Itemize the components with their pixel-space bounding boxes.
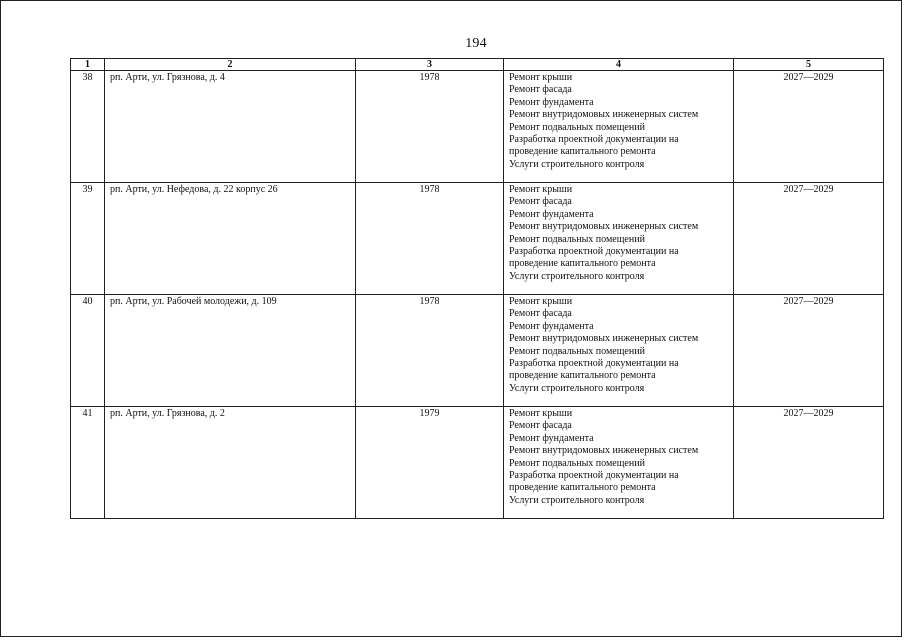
- building-address: рп. Арти, ул. Рабочей молодежи, д. 109: [105, 295, 356, 407]
- repair-schedule-table: [70, 58, 884, 519]
- row-number: 38: [71, 71, 105, 183]
- repair-period: 2027—2029: [734, 407, 884, 519]
- column-header: 5: [734, 59, 884, 71]
- repair-work-item: проведение капитального ремонта: [509, 146, 656, 158]
- repair-work-item: Ремонт фасада: [509, 196, 572, 208]
- repair-work-item: Ремонт подвальных помещений: [509, 233, 645, 245]
- column-header: 4: [504, 59, 734, 71]
- repair-period: 2027—2029: [734, 183, 884, 295]
- repair-work-item: проведение капитального ремонта: [509, 370, 656, 382]
- repair-work-item: Ремонт внутридомовых инженерных систем: [509, 221, 699, 233]
- repair-work-item: Услуги строительного контроля: [509, 494, 645, 506]
- repair-work-item: Ремонт фасада: [509, 84, 572, 96]
- table-row: [71, 71, 884, 183]
- table-body: [71, 71, 884, 519]
- repair-work-item: Ремонт крыши: [509, 408, 573, 419]
- repair-work-item: Ремонт крыши: [509, 72, 573, 83]
- building-address: рп. Арти, ул. Грязнова, д. 2: [105, 407, 356, 519]
- repair-work-item: Разработка проектной документации на: [509, 358, 679, 370]
- repair-work-item: Ремонт внутридомовых инженерных систем: [509, 109, 699, 121]
- repair-period: 2027—2029: [734, 71, 884, 183]
- repair-work-item: Ремонт фундамента: [509, 432, 594, 444]
- repair-work-item: проведение капитального ремонта: [509, 482, 656, 494]
- table-header-row: [71, 59, 884, 71]
- repair-work-item: Ремонт крыши: [509, 184, 573, 195]
- row-number: 40: [71, 295, 105, 407]
- row-number: 41: [71, 407, 105, 519]
- repair-work-item: Ремонт фасада: [509, 420, 572, 432]
- repair-works-list: [504, 71, 734, 183]
- repair-work-item: Ремонт фасада: [509, 308, 572, 320]
- page-number: 194: [465, 36, 487, 51]
- repair-work-item: Разработка проектной документации на: [509, 470, 679, 482]
- repair-work-item: Ремонт фундамента: [509, 96, 594, 108]
- repair-work-item: Ремонт подвальных помещений: [509, 121, 645, 133]
- repair-work-item: Ремонт крыши: [509, 296, 573, 307]
- repair-period: 2027—2029: [734, 295, 884, 407]
- building-address: рп. Арти, ул. Грязнова, д. 4: [105, 71, 356, 183]
- repair-work-item: Услуги строительного контроля: [509, 270, 645, 282]
- table-row: [71, 295, 884, 407]
- repair-work-item: Услуги строительного контроля: [509, 158, 645, 170]
- repair-work-item: Разработка проектной документации на: [509, 134, 679, 146]
- repair-works-list: [504, 183, 734, 295]
- repair-work-item: Ремонт внутридомовых инженерных систем: [509, 333, 699, 345]
- repair-work-item: Ремонт подвальных помещений: [509, 457, 645, 469]
- repair-works-list: [504, 295, 734, 407]
- repair-work-item: Ремонт подвальных помещений: [509, 345, 645, 357]
- construction-year: 1979: [356, 407, 504, 519]
- construction-year: 1978: [356, 71, 504, 183]
- row-number: 39: [71, 183, 105, 295]
- table-row: [71, 183, 884, 295]
- repair-work-item: проведение капитального ремонта: [509, 258, 656, 270]
- column-header: 3: [356, 59, 504, 71]
- construction-year: 1978: [356, 295, 504, 407]
- repair-work-item: Ремонт фундамента: [509, 208, 594, 220]
- repair-works-list: [504, 407, 734, 519]
- repair-work-item: Услуги строительного контроля: [509, 382, 645, 394]
- column-header: 1: [71, 59, 105, 71]
- repair-work-item: Ремонт внутридомовых инженерных систем: [509, 445, 699, 457]
- table-row: [71, 407, 884, 519]
- repair-work-item: Разработка проектной документации на: [509, 246, 679, 258]
- building-address: рп. Арти, ул. Нефедова, д. 22 корпус 26: [105, 183, 356, 295]
- repair-work-item: Ремонт фундамента: [509, 320, 594, 332]
- construction-year: 1978: [356, 183, 504, 295]
- column-header: 2: [105, 59, 356, 71]
